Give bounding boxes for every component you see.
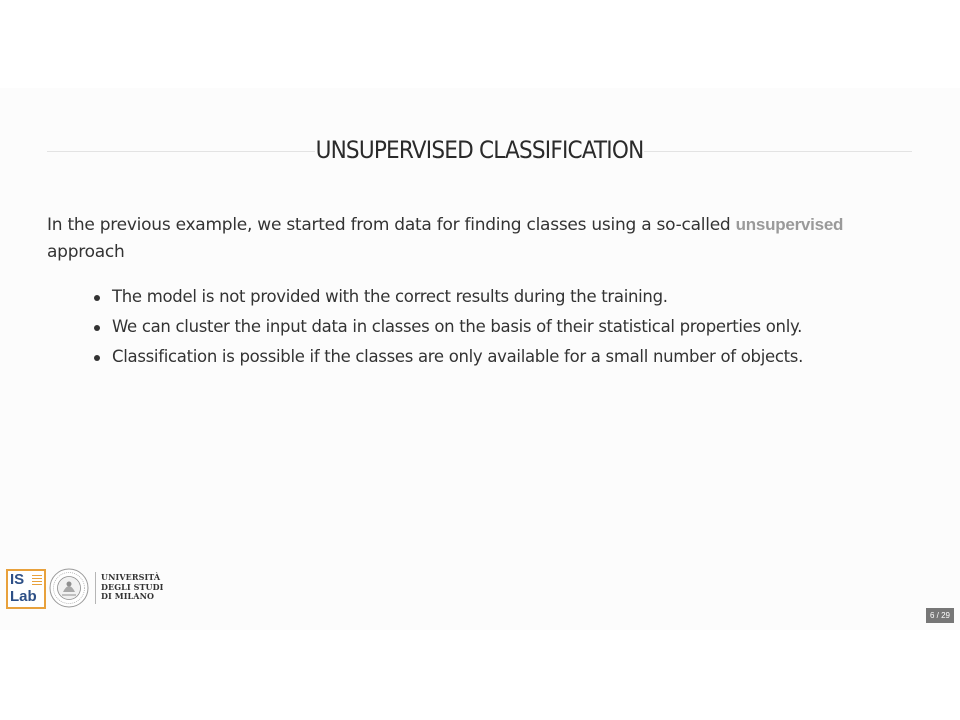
bullet-dot-icon xyxy=(94,295,100,301)
intro-text-after: approach xyxy=(47,242,125,262)
bullet-item xyxy=(94,342,914,372)
bullet-dot-icon xyxy=(94,325,100,331)
bullet-text: The model is not provided with the correct results during the training. xyxy=(112,287,668,306)
slide-title: UNSUPERVISED CLASSIFICATION xyxy=(315,136,644,164)
title-divider-left xyxy=(47,151,315,152)
title-divider-right xyxy=(644,151,912,152)
islab-logo xyxy=(6,569,46,609)
bullet-text: We can cluster the input data in classes on the basis of their statistical properties only. xyxy=(112,317,803,336)
islab-logo-is: IS xyxy=(10,571,25,588)
slide-header xyxy=(47,134,912,170)
university-seal-icon xyxy=(49,568,89,608)
university-line-2: DEGLI STUDI xyxy=(101,581,164,592)
footer-logos xyxy=(6,568,176,610)
university-line-3: DI MILANO xyxy=(101,591,155,601)
slide xyxy=(0,88,960,630)
university-name xyxy=(101,573,164,602)
logo-divider xyxy=(95,572,96,604)
bullet-dot-icon xyxy=(94,355,100,361)
bullet-item xyxy=(94,312,914,342)
bullet-list xyxy=(94,282,914,372)
bullet-text: Classification is possible if the classes are only available for a small number of objects. xyxy=(112,347,804,366)
bullet-item xyxy=(94,282,914,312)
intro-paragraph xyxy=(47,211,917,266)
university-line-1: UNIVERSITÀ xyxy=(101,572,161,582)
islab-logo-stripes xyxy=(32,574,42,585)
intro-highlight: unsupervised xyxy=(735,215,844,234)
islab-logo-lab: Lab xyxy=(10,588,37,605)
slide-number-badge: 6 / 29 xyxy=(926,608,954,623)
intro-text-before: In the previous example, we started from data for finding classes using a so-called xyxy=(47,215,736,235)
